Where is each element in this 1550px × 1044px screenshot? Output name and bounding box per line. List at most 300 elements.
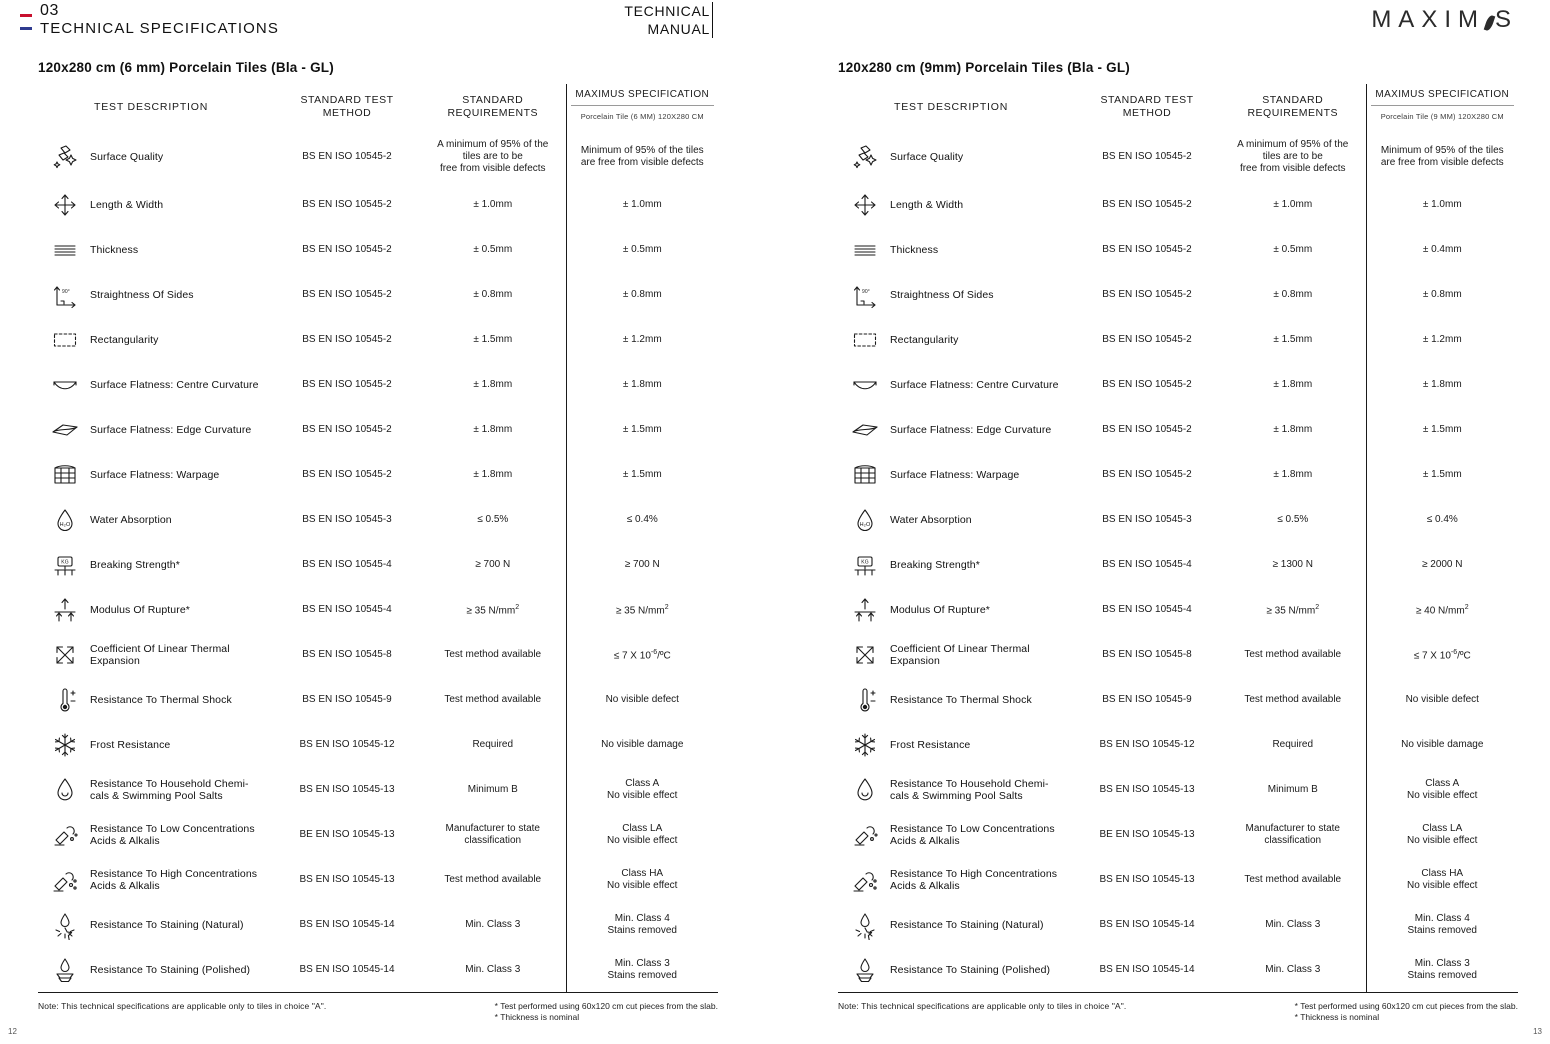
test-description-label: Rectangularity (890, 333, 959, 346)
table-row (838, 767, 1518, 812)
cell-test-description (38, 452, 274, 497)
std-req-line2: REQUIREMENTS (1247, 107, 1339, 119)
page-number-right: 13 (1533, 1027, 1542, 1036)
cell-standard-test-method: BS EN ISO 10545-14 (1074, 947, 1220, 993)
manual-label-line2: MANUAL (647, 21, 710, 37)
test-description-label: Surface Flatness: Centre Curvature (90, 378, 259, 391)
test-description-label: Resistance To High Concentrations Acids & Alkalis (90, 867, 258, 892)
cell-maximus-specification: Class A No visible effect (566, 767, 718, 812)
cell-standard-test-method: BS EN ISO 10545-2 (302, 288, 392, 300)
cell-standard-requirement: ± 1.8mm (1273, 378, 1313, 390)
surface-quality-icon (50, 142, 80, 172)
cell-standard-test-method: BS EN ISO 10545-2 (302, 151, 392, 162)
cell-test-description (838, 362, 1074, 407)
cell-standard-requirement: Test method available (1244, 693, 1342, 705)
thermal-shock-icon (850, 685, 880, 715)
frost-resistance-icon (850, 730, 880, 760)
cell-standard-requirement: Manufacturer to state classification (445, 822, 540, 846)
cell-standard-test-method: BS EN ISO 10545-4 (302, 558, 392, 570)
test-description-label: Frost Resistance (890, 738, 971, 751)
cell-standard-requirement: A minimum of 95% of the tiles are to be free from visible defects (1237, 139, 1349, 174)
table-row (38, 452, 718, 497)
cell-standard-test-method: BS EN ISO 10545-2 (1102, 151, 1192, 162)
cell-standard-requirement: ± 1.5mm (473, 333, 513, 345)
breaking-strength-icon (50, 550, 80, 580)
cell-standard-test-method: BS EN ISO 10545-14 (274, 947, 420, 993)
table-row (838, 857, 1518, 902)
cell-standard-requirement: Min. Class 3 (465, 918, 521, 930)
test-description-label: Resistance To Staining (Polished) (890, 963, 1051, 976)
cell-standard-requirement: Minimum B (1267, 783, 1318, 795)
svg-text:KG: KG (61, 559, 69, 566)
cell-standard-requirement: ± 1.0mm (473, 198, 513, 210)
table-row (838, 722, 1518, 767)
cell-maximus-specification: ≥ 35 $N/mm^2$ (566, 587, 718, 632)
cell-standard-requirement: Min. Class 3 (1265, 918, 1321, 930)
cell-test-description (38, 812, 274, 857)
cell-maximus-specification: ≤ 7 X $10^{-6}/ºC$ (566, 632, 718, 677)
cell-test-description (838, 767, 1074, 812)
cell-standard-test-method: BS EN ISO 10545-12 (299, 738, 395, 750)
section-title: TECHNICAL SPECIFICATIONS (40, 20, 279, 37)
cell-standard-requirement: ± 0.5mm (1273, 243, 1313, 255)
table-row (38, 947, 718, 993)
cell-test-description (838, 317, 1074, 362)
test-description-label: Resistance To Low Concentrations Acids & Alkalis (890, 822, 1055, 847)
cell-test-description (838, 272, 1074, 317)
rectangularity-icon (50, 325, 80, 355)
cell-maximus-specification: ± 0.5mm (566, 227, 718, 272)
household-chemicals-icon (50, 775, 80, 805)
cell-standard-test-method: BS EN ISO 10545-12 (1099, 738, 1195, 750)
table-row (38, 182, 718, 227)
cell-standard-requirement: ≤ 0.5% (477, 513, 509, 525)
cell-maximus-specification: ≤ 0.4% (566, 497, 718, 542)
cell-standard-test-method: BS EN ISO 10545-8 (1102, 648, 1192, 660)
cell-standard-test-method: BS EN ISO 10545-4 (302, 603, 392, 615)
table-row (38, 317, 718, 362)
cell-test-description (38, 362, 274, 407)
manual-label-line1: TECHNICAL (624, 3, 710, 19)
cell-standard-test-method: BS EN ISO 10545-2 (302, 423, 392, 435)
cell-standard-test-method: BS EN ISO 10545-2 (1102, 243, 1192, 255)
cell-standard-requirement: ± 1.8mm (473, 423, 513, 435)
col-header-standard-test-method (1074, 84, 1220, 132)
cell-standard-test-method: BS EN ISO 10545-2 (1102, 198, 1192, 210)
brand-logo: MAXIM S (1371, 6, 1518, 33)
cell-maximus-specification: ≥ 700 N (566, 542, 718, 587)
cell-maximus-specification: ± 1.5mm (566, 407, 718, 452)
svg-text:H₂O: H₂O (859, 521, 871, 528)
cell-standard-requirement: ± 1.8mm (473, 468, 513, 480)
cell-maximus-specification: No visible defect (566, 677, 718, 722)
table-title: 120x280 cm (9mm) Porcelain Tiles (Bla - GL) (838, 60, 1130, 75)
cell-standard-test-method: BS EN ISO 10545-8 (302, 648, 392, 660)
note-line2: * Thickness is nominal (494, 1012, 580, 1022)
std-test-line2: METHOD (322, 107, 372, 119)
spec-column-9mm (838, 60, 1518, 1029)
low-acids-icon (850, 820, 880, 850)
std-req-line2: REQUIREMENTS (447, 107, 539, 119)
table-body (838, 132, 1518, 993)
table-row (838, 407, 1518, 452)
std-req-line1: STANDARD (1262, 94, 1324, 106)
cell-test-description (838, 407, 1074, 452)
note-choice-a: Note: This technical specifications are applicable only to tiles in choice "A". (838, 1001, 1127, 1011)
test-description-label: Surface Flatness: Edge Curvature (890, 423, 1052, 436)
cell-standard-test-method: BE EN ISO 10545-13 (299, 828, 395, 840)
cell-maximus-specification: Minimum of 95% of the tiles are free from visible defects (1366, 132, 1518, 182)
cell-standard-requirement: Required (1272, 738, 1314, 750)
cell-standard-requirement: ± 0.8mm (1273, 288, 1313, 300)
table-row (38, 227, 718, 272)
cell-test-description (38, 632, 274, 677)
std-test-line1: STANDARD TEST (300, 94, 394, 106)
centre-curvature-icon (850, 370, 880, 400)
cell-test-description (838, 722, 1074, 767)
cell-maximus-specification: Min. Class 3 Stains removed (566, 947, 718, 993)
cell-test-description (838, 542, 1074, 587)
cell-maximus-specification: Min. Class 4 Stains removed (566, 902, 718, 947)
test-description-label: Water Absorption (890, 513, 972, 526)
table-footnotes (838, 1001, 1518, 1029)
cell-test-description (838, 947, 1074, 993)
test-description-label: Modulus Of Rupture* (890, 603, 990, 616)
water-absorption-icon (850, 505, 880, 535)
note-choice-a: Note: This technical specifications are applicable only to tiles in choice "A". (38, 1001, 327, 1011)
cell-standard-test-method: BS EN ISO 10545-13 (299, 873, 395, 885)
cell-standard-test-method: BS EN ISO 10545-4 (1102, 558, 1192, 570)
cell-maximus-specification: ± 1.5mm (1366, 452, 1518, 497)
cell-standard-test-method: BS EN ISO 10545-2 (1102, 378, 1192, 390)
svg-text:KG: KG (861, 559, 869, 566)
cell-standard-test-method: BS EN ISO 10545-9 (302, 693, 392, 705)
cell-maximus-specification: ≥ 2000 N (1366, 542, 1518, 587)
cell-maximus-specification: Class HA No visible effect (566, 857, 718, 902)
edge-curvature-icon (50, 415, 80, 445)
cell-standard-requirement: ≥ 35 $N/mm^2$ (1266, 603, 1320, 617)
test-description-label: Rectangularity (90, 333, 159, 346)
cell-maximus-specification: Minimum of 95% of the tiles are free from visible defects (566, 132, 718, 182)
length-width-icon (50, 190, 80, 220)
cell-standard-test-method: BS EN ISO 10545-13 (1099, 873, 1195, 885)
modulus-rupture-icon (850, 595, 880, 625)
test-description-label: Length & Width (890, 198, 964, 211)
page-header (0, 0, 1550, 48)
maxspec-subtitle: Porcelain Tile (9 MM) 120X280 CM (1371, 105, 1515, 123)
cell-test-description (38, 767, 274, 812)
test-description-label: Breaking Strength* (90, 558, 180, 571)
cell-test-description (838, 497, 1074, 542)
cell-maximus-specification: ≤ 0.4% (1366, 497, 1518, 542)
table-body (38, 132, 718, 993)
cell-maximus-specification: ± 1.8mm (566, 362, 718, 407)
cell-standard-test-method: BS EN ISO 10545-13 (299, 783, 395, 795)
table-row (838, 227, 1518, 272)
cell-standard-test-method: BS EN ISO 10545-2 (1102, 288, 1192, 300)
cell-standard-test-method: BS EN ISO 10545-2 (302, 378, 392, 390)
cell-standard-test-method: BS EN ISO 10545-3 (302, 513, 392, 525)
test-description-label: Resistance To Household Chemi- cals & Swimming Pool Salts (90, 777, 249, 802)
col-header-maximus-specification (1366, 84, 1518, 132)
table-footnotes (38, 1001, 718, 1029)
test-description-label: Resistance To Staining (Natural) (890, 918, 1044, 931)
table-row (38, 272, 718, 317)
table-row (38, 767, 718, 812)
cell-maximus-specification: No visible damage (566, 722, 718, 767)
color-bar-marker (20, 14, 32, 30)
cell-standard-test-method: BS EN ISO 10545-2 (302, 333, 392, 345)
frost-resistance-icon (50, 730, 80, 760)
staining-polished-icon (850, 955, 880, 985)
table-row (38, 902, 718, 947)
cell-test-description (838, 182, 1074, 227)
table-row (38, 587, 718, 632)
cell-standard-test-method: BS EN ISO 10545-2 (1102, 333, 1192, 345)
test-description-label: Resistance To High Concentrations Acids & Alkalis (890, 867, 1058, 892)
table-row (38, 497, 718, 542)
low-acids-icon (50, 820, 80, 850)
maxspec-title: MAXIMUS SPECIFICATION (575, 89, 710, 100)
test-description-label: Resistance To Low Concentrations Acids & Alkalis (90, 822, 255, 847)
cell-standard-requirement: Test method available (444, 693, 542, 705)
cell-test-description (38, 407, 274, 452)
cell-standard-requirement: Manufacturer to state classification (1245, 822, 1340, 846)
thickness-icon (50, 235, 80, 265)
col-header-description: TEST DESCRIPTION (894, 100, 1009, 113)
staining-polished-icon (50, 955, 80, 985)
cell-standard-requirement: ± 0.5mm (473, 243, 513, 255)
note-line2: * Thickness is nominal (1294, 1012, 1380, 1022)
table-header-row (38, 84, 718, 132)
test-description-label: Resistance To Thermal Shock (90, 693, 232, 706)
table-row (38, 362, 718, 407)
table-row (838, 947, 1518, 993)
table-row (838, 452, 1518, 497)
household-chemicals-icon (850, 775, 880, 805)
high-acids-icon (50, 865, 80, 895)
rectangularity-icon (850, 325, 880, 355)
centre-curvature-icon (50, 370, 80, 400)
table-row (838, 362, 1518, 407)
test-description-label: Frost Resistance (90, 738, 171, 751)
cell-test-description (38, 182, 274, 227)
cell-test-description (838, 587, 1074, 632)
cell-standard-test-method: BS EN ISO 10545-2 (1102, 423, 1192, 435)
cell-test-description (38, 132, 274, 182)
thermal-shock-icon (50, 685, 80, 715)
cell-standard-test-method: BE EN ISO 10545-13 (1099, 828, 1195, 840)
cell-standard-test-method: BS EN ISO 10545-2 (1102, 468, 1192, 480)
staining-natural-icon (50, 910, 80, 940)
cell-maximus-specification: ± 1.5mm (1366, 407, 1518, 452)
col-header-description: TEST DESCRIPTION (94, 100, 209, 113)
cell-maximus-specification: Min. Class 3 Stains removed (1366, 947, 1518, 993)
cell-standard-test-method: BS EN ISO 10545-3 (1102, 513, 1192, 525)
cell-maximus-specification: Min. Class 4 Stains removed (1366, 902, 1518, 947)
test-description-label: Resistance To Household Chemi- cals & Swimming Pool Salts (890, 777, 1049, 802)
table-row (38, 722, 718, 767)
cell-standard-test-method: BS EN ISO 10545-9 (1102, 693, 1192, 705)
cell-standard-requirement: Test method available (444, 873, 542, 885)
cell-standard-requirement: Test method available (1244, 873, 1342, 885)
spec-table-6mm (38, 84, 718, 993)
col-header-standard-requirements (1220, 84, 1366, 132)
note-test-conditions (1295, 1001, 1518, 1023)
edge-curvature-icon (850, 415, 880, 445)
cell-maximus-specification: ± 1.8mm (1366, 362, 1518, 407)
cell-test-description (838, 677, 1074, 722)
cell-test-description (38, 272, 274, 317)
table-row (838, 902, 1518, 947)
cell-test-description (38, 587, 274, 632)
table-row (838, 182, 1518, 227)
table-row (838, 632, 1518, 677)
staining-natural-icon (850, 910, 880, 940)
cell-test-description (38, 857, 274, 902)
warpage-icon (50, 460, 80, 490)
cell-standard-test-method: BS EN ISO 10545-2 (302, 198, 392, 210)
cell-standard-requirement: ± 1.8mm (1273, 423, 1313, 435)
cell-maximus-specification: ± 1.2mm (1366, 317, 1518, 362)
cell-standard-requirement: ± 0.8mm (473, 288, 513, 300)
cell-standard-requirement: Min. Class 3 (420, 947, 566, 993)
breaking-strength-icon (850, 550, 880, 580)
test-description-label: Straightness Of Sides (890, 288, 994, 301)
table-row (38, 407, 718, 452)
note-line1: * Test performed using 60x120 cm cut pieces from the slab. (494, 1001, 718, 1011)
cell-test-description (38, 497, 274, 542)
cell-test-description (38, 947, 274, 993)
cell-standard-requirement: Min. Class 3 (1220, 947, 1366, 993)
cell-test-description (838, 857, 1074, 902)
cell-maximus-specification: ± 1.0mm (1366, 182, 1518, 227)
col-header-maximus-specification (566, 84, 718, 132)
thermal-expansion-icon (50, 640, 80, 670)
cell-maximus-specification: Class HA No visible effect (1366, 857, 1518, 902)
table-row (838, 587, 1518, 632)
cell-maximus-specification: ≤ 7 X $10^{-6}/ºC$ (1366, 632, 1518, 677)
test-description-label: Resistance To Staining (Polished) (90, 963, 251, 976)
table-row (38, 132, 718, 182)
table-title: 120x280 cm (6 mm) Porcelain Tiles (Bla - GL) (38, 60, 334, 75)
test-description-label: Modulus Of Rupture* (90, 603, 190, 616)
cell-maximus-specification: No visible defect (1366, 677, 1518, 722)
cell-test-description (38, 227, 274, 272)
table-row (838, 542, 1518, 587)
note-test-conditions (495, 1001, 718, 1023)
cell-standard-requirement: Minimum B (467, 783, 518, 795)
table-row (838, 677, 1518, 722)
cell-standard-requirement: Test method available (444, 648, 542, 660)
cell-test-description (838, 452, 1074, 497)
col-header-standard-test-method (274, 84, 420, 132)
test-description-label: Thickness (890, 243, 939, 256)
spec-column-6mm (38, 60, 718, 1029)
cell-test-description (838, 902, 1074, 947)
cell-standard-requirement: ≥ 1300 N (1272, 558, 1313, 570)
test-description-label: Surface Flatness: Warpage (890, 468, 1020, 481)
test-description-label: Length & Width (90, 198, 164, 211)
manual-label (560, 2, 710, 38)
modulus-rupture-icon (50, 595, 80, 625)
test-description-label: Surface Flatness: Centre Curvature (890, 378, 1059, 391)
note-line1: * Test performed using 60x120 cm cut pieces from the slab. (1294, 1001, 1518, 1011)
maxspec-title: MAXIMUS SPECIFICATION (1375, 89, 1510, 100)
cell-maximus-specification: ± 1.2mm (566, 317, 718, 362)
cell-standard-requirement: ± 1.8mm (473, 378, 513, 390)
test-description-label: Surface Flatness: Warpage (90, 468, 220, 481)
high-acids-icon (850, 865, 880, 895)
cell-standard-requirement: ≤ 0.5% (1277, 513, 1309, 525)
svg-text:90°: 90° (862, 288, 870, 295)
table-row (838, 812, 1518, 857)
cell-maximus-specification: ± 1.5mm (566, 452, 718, 497)
cell-test-description (38, 542, 274, 587)
cell-test-description (38, 317, 274, 362)
test-description-label: Breaking Strength* (890, 558, 980, 571)
cell-standard-test-method: BS EN ISO 10545-2 (302, 243, 392, 255)
cell-maximus-specification: ± 0.4mm (1366, 227, 1518, 272)
std-test-line2: METHOD (1122, 107, 1172, 119)
cell-test-description (838, 227, 1074, 272)
table-row (838, 132, 1518, 182)
water-absorption-icon (50, 505, 80, 535)
maxspec-subtitle: Porcelain Tile (6 MM) 120X280 CM (571, 105, 715, 123)
cell-standard-test-method: BS EN ISO 10545-2 (302, 468, 392, 480)
cell-test-description (838, 812, 1074, 857)
cell-test-description (838, 132, 1074, 182)
std-test-line1: STANDARD TEST (1100, 94, 1194, 106)
svg-text:90°: 90° (62, 288, 70, 295)
cell-standard-requirement: ± 1.0mm (1273, 198, 1313, 210)
surface-quality-icon (850, 142, 880, 172)
straightness-icon (850, 280, 880, 310)
warpage-icon (850, 460, 880, 490)
svg-text:H₂O: H₂O (59, 521, 71, 528)
cell-maximus-specification: Class LA No visible effect (566, 812, 718, 857)
cell-maximus-specification: ≥ 40 $N/mm^2$ (1366, 587, 1518, 632)
cell-test-description (838, 632, 1074, 677)
section-number: 03 (40, 2, 59, 19)
straightness-icon (50, 280, 80, 310)
spec-table-9mm (838, 84, 1518, 993)
section-heading (40, 2, 600, 38)
test-description-label: Thickness (90, 243, 139, 256)
col-header-standard-requirements (420, 84, 566, 132)
test-description-label: Resistance To Staining (Natural) (90, 918, 244, 931)
test-description-label: Surface Quality (90, 151, 164, 163)
cell-standard-test-method: BS EN ISO 10545-14 (1099, 918, 1195, 930)
cell-maximus-specification: ± 0.8mm (566, 272, 718, 317)
header-divider (712, 2, 713, 38)
test-description-label: Surface Flatness: Edge Curvature (90, 423, 252, 436)
cell-standard-requirement: Required (472, 738, 514, 750)
page-number-left: 12 (8, 1027, 17, 1036)
table-row (838, 317, 1518, 362)
cell-standard-test-method: BS EN ISO 10545-4 (1102, 603, 1192, 615)
test-description-label: Coefficient Of Linear Thermal Expansion (90, 642, 230, 667)
table-row (838, 272, 1518, 317)
cell-maximus-specification: No visible damage (1366, 722, 1518, 767)
cell-maximus-specification: ± 1.0mm (566, 182, 718, 227)
table-row (838, 497, 1518, 542)
cell-standard-requirement: ≥ 35 $N/mm^2$ (466, 603, 520, 617)
table-row (38, 677, 718, 722)
cell-test-description (38, 902, 274, 947)
cell-maximus-specification: ± 0.8mm (1366, 272, 1518, 317)
length-width-icon (850, 190, 880, 220)
